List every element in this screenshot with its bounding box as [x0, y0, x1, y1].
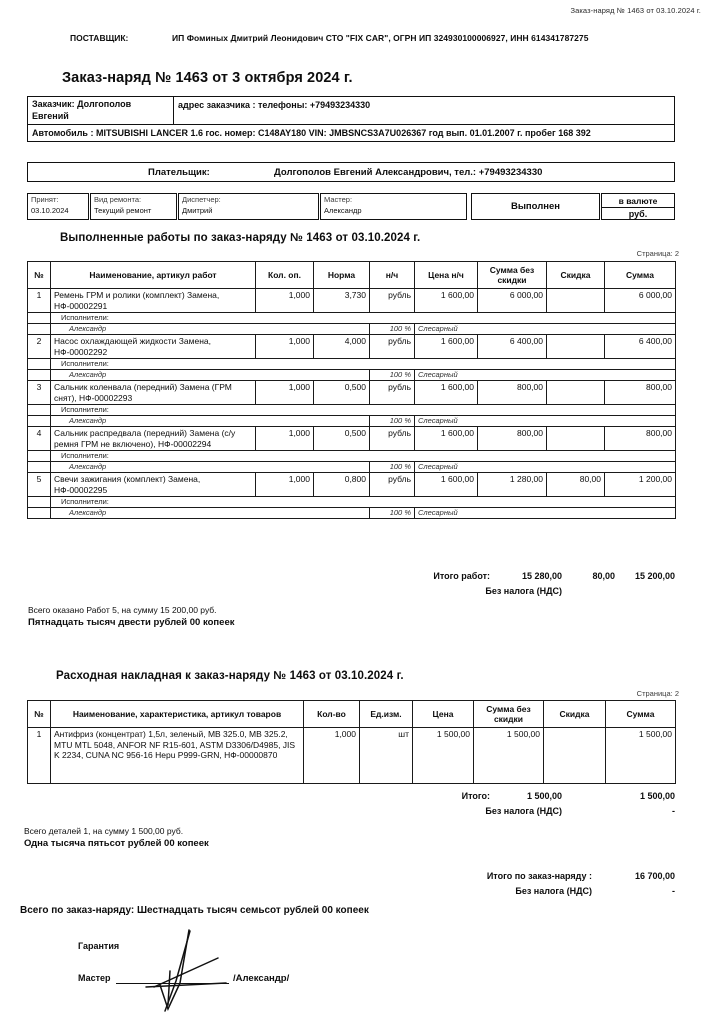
works-col-unit: н/ч [370, 262, 415, 289]
works-cell-price: 1 600,00 [415, 427, 478, 451]
works-cell-name: Свечи зажигания (комплект) Замена, НФ-00002295 [51, 473, 256, 497]
works-col-norm: Норма [314, 262, 370, 289]
status-strip [27, 193, 675, 220]
currency-label: в валюте [602, 194, 674, 208]
executor-row [28, 370, 676, 381]
table-row [28, 289, 676, 313]
works-cell-name: Насос охлаждающей жидкости Замена, НФ-00002292 [51, 335, 256, 359]
works-table-header-row [28, 262, 676, 289]
executor-row [28, 416, 676, 427]
executor-name: Александр [51, 508, 370, 519]
works-cell-sum: 800,00 [605, 381, 676, 405]
works-col-qty: Кол. оп. [256, 262, 314, 289]
accepted-label: Принят: [31, 195, 59, 204]
goods-cell-name: Антифриз (концентрат) 1,5л, зеленый, MB 325.0, MB 325.2, MTU MTL 5048, ANFOR NF R15-601, ASTM D3306/D4985, JIS K 2234, CUNA NC 956-16 Hepu P999-GRN, НФ-00000870 [51, 728, 304, 784]
goods-cell-sum: 1 500,00 [606, 728, 676, 784]
executor-spacer [28, 462, 51, 473]
works-table [27, 261, 676, 519]
works-cell-discount [547, 427, 605, 451]
goods-cell-qty: 1,000 [304, 728, 360, 784]
works-cell-name: Сальник распредвала (передний) Замена (с/у ремня ГРМ не включено), НФ-00002294 [51, 427, 256, 451]
executor-name: Александр [51, 370, 370, 381]
executors-header-row [28, 451, 676, 462]
executors-spacer [28, 497, 51, 508]
works-cell-price: 1 600,00 [415, 289, 478, 313]
vehicle-info: Автомобиль : MITSUBISHI LANCER 1.6 гос. номер: C148AY180 VIN: JMBSNCS3A7U026367 год вып. 01.01.2007 г. пробег 168 392 [32, 128, 591, 138]
goods-cell-sum-nd: 1 500,00 [474, 728, 544, 784]
customer-name: Заказчик: Долгополов Евгений [28, 97, 174, 124]
works-cell-norm: 0,500 [314, 381, 370, 405]
master-signature-label: Мастер [78, 973, 111, 983]
works-cell-name: Ремень ГРМ и ролики (комплект) Замена, НФ-00002291 [51, 289, 256, 313]
goods-summary-line: Всего деталей 1, на сумму 1 500,00 руб. [24, 826, 184, 836]
works-cell-price: 1 600,00 [415, 473, 478, 497]
goods-total-label: Итого: [461, 791, 490, 801]
executor-type: Слесарный [415, 416, 676, 427]
works-cell-no: 2 [28, 335, 51, 359]
table-row [28, 381, 676, 405]
executor-type: Слесарный [415, 370, 676, 381]
executor-row [28, 508, 676, 519]
works-cell-qty: 1,000 [256, 289, 314, 313]
signature-block [0, 925, 709, 1025]
table-row [28, 427, 676, 451]
payer-info-box [27, 162, 675, 182]
executors-header-row [28, 497, 676, 508]
works-cell-norm: 0,800 [314, 473, 370, 497]
works-cell-discount [547, 289, 605, 313]
works-cell-qty: 1,000 [256, 335, 314, 359]
executor-percent: 100 % [370, 508, 415, 519]
works-page-mark: Страница: 2 [636, 249, 679, 258]
table-row [28, 473, 676, 497]
goods-cell-no: 1 [28, 728, 51, 784]
executor-name: Александр [51, 416, 370, 427]
dispatcher-label: Диспетчер: [182, 195, 221, 204]
works-col-sum-nd: Сумма без скидки [478, 262, 547, 289]
executor-spacer [28, 416, 51, 427]
works-col-no: № [28, 262, 51, 289]
executors-label: Исполнители: [51, 497, 676, 508]
works-cell-unit: рубль [370, 335, 415, 359]
executor-row [28, 462, 676, 473]
master-signature-name: /Александр/ [233, 973, 290, 984]
currency-value: руб. [628, 209, 648, 219]
payer-label: Плательщик: [148, 167, 210, 178]
dispatcher-value: Дмитрий [182, 205, 213, 215]
executor-spacer [28, 324, 51, 335]
executors-header-row [28, 405, 676, 416]
master-cell [320, 193, 467, 220]
goods-table-header-row [28, 701, 676, 728]
payer-value: Долгополов Евгений Александрович, тел.: +79493234330 [274, 167, 543, 178]
works-cell-sum: 1 200,00 [605, 473, 676, 497]
works-cell-sum: 6 000,00 [605, 289, 676, 313]
vehicle-row [28, 125, 674, 141]
works-cell-price: 1 600,00 [415, 335, 478, 359]
repair-type-cell [90, 193, 177, 220]
executor-percent: 100 % [370, 324, 415, 335]
goods-tax-value: - [672, 806, 675, 816]
executors-label: Исполнители: [51, 451, 676, 462]
works-cell-no: 1 [28, 289, 51, 313]
works-cell-sum: 6 400,00 [605, 335, 676, 359]
executor-type: Слесарный [415, 508, 676, 519]
goods-col-name: Наименование, характеристика, артикул товаров [51, 701, 304, 728]
executors-spacer [28, 313, 51, 324]
works-cell-unit: рубль [370, 473, 415, 497]
executors-label: Исполнители: [51, 359, 676, 370]
goods-total-sum: 1 500,00 [639, 791, 675, 801]
works-cell-sum-nd: 800,00 [478, 381, 547, 405]
goods-total-no-discount: 1 500,00 [526, 791, 562, 801]
works-cell-unit: рубль [370, 427, 415, 451]
works-total-label: Итого работ: [433, 571, 490, 581]
customer-info-box [27, 96, 675, 142]
works-cell-discount [547, 335, 605, 359]
repair-type-label: Вид ремонта: [94, 195, 142, 204]
executor-type: Слесарный [415, 462, 676, 473]
works-cell-no: 3 [28, 381, 51, 405]
works-cell-unit: рубль [370, 381, 415, 405]
works-total-no-discount: 15 280,00 [521, 571, 562, 581]
table-row [28, 335, 676, 359]
works-cell-price: 1 600,00 [415, 381, 478, 405]
executors-spacer [28, 405, 51, 416]
executors-header-row [28, 313, 676, 324]
works-cell-name: Сальник коленвала (передний) Замена (ГРМ снят), НФ-00002293 [51, 381, 256, 405]
works-cell-discount [547, 381, 605, 405]
works-cell-sum: 800,00 [605, 427, 676, 451]
currency-cell [601, 193, 675, 220]
handwritten-signature-icon [110, 925, 270, 1025]
executor-spacer [28, 508, 51, 519]
executor-percent: 100 % [370, 416, 415, 427]
works-cell-sum-nd: 800,00 [478, 427, 547, 451]
accepted-cell [27, 193, 89, 220]
executor-spacer [28, 370, 51, 381]
works-cell-discount: 80,00 [547, 473, 605, 497]
executors-label: Исполнители: [51, 405, 676, 416]
document-header-line: Заказ-наряд № 1463 от 03.10.2024 г. [570, 6, 701, 15]
works-total-discount: 80,00 [592, 571, 615, 581]
executors-spacer [28, 451, 51, 462]
works-tax-note: Без налога (НДС) [485, 586, 562, 596]
goods-section-title: Расходная накладная к заказ-наряду № 1463 от 03.10.2024 г. [56, 670, 404, 682]
works-col-sum: Сумма [605, 262, 676, 289]
works-col-name: Наименование, артикул работ [51, 262, 256, 289]
master-label: Мастер: [324, 195, 353, 204]
grand-total-tax-note: Без налога (НДС) [515, 886, 592, 896]
goods-cell-price: 1 500,00 [413, 728, 474, 784]
works-total-sum: 15 200,00 [634, 571, 675, 581]
customer-row [28, 97, 674, 125]
goods-col-price: Цена [413, 701, 474, 728]
goods-page-mark: Страница: 2 [636, 689, 679, 698]
master-value: Александр [324, 205, 362, 215]
supplier-value: ИП Фоминых Дмитрий Леонидович СТО "FIX CAR", ОГРН ИП 324930100006927, ИНН 614341787275 [172, 33, 589, 43]
goods-col-sum-nd: Сумма без скидки [474, 701, 544, 728]
goods-cell-unit: шт [360, 728, 413, 784]
works-cell-qty: 1,000 [256, 473, 314, 497]
goods-summary-words: Одна тысяча пятьсот рублей 00 копеек [24, 838, 209, 849]
executors-label: Исполнители: [51, 313, 676, 324]
table-row [28, 728, 676, 784]
executor-percent: 100 % [370, 370, 415, 381]
works-col-price: Цена н/ч [415, 262, 478, 289]
dispatcher-cell [178, 193, 319, 220]
works-cell-norm: 0,500 [314, 427, 370, 451]
executor-name: Александр [51, 462, 370, 473]
works-cell-no: 4 [28, 427, 51, 451]
goods-cell-discount [544, 728, 606, 784]
works-cell-norm: 4,000 [314, 335, 370, 359]
executors-spacer [28, 359, 51, 370]
executor-name: Александр [51, 324, 370, 335]
works-cell-sum-nd: 6 400,00 [478, 335, 547, 359]
grand-total-label: Итого по заказ-наряду : [486, 871, 592, 881]
goods-table [27, 700, 676, 784]
goods-col-no: № [28, 701, 51, 728]
works-cell-no: 5 [28, 473, 51, 497]
works-cell-qty: 1,000 [256, 381, 314, 405]
accepted-value: 03.10.2024 [31, 205, 69, 215]
works-cell-norm: 3,730 [314, 289, 370, 313]
works-cell-qty: 1,000 [256, 427, 314, 451]
repair-type-value: Текущий ремонт [94, 205, 152, 215]
supplier-label: ПОСТАВЩИК: [70, 33, 129, 43]
grand-total-value: 16 700,00 [634, 871, 675, 881]
works-cell-sum-nd: 6 000,00 [478, 289, 547, 313]
goods-col-unit: Ед.изм. [360, 701, 413, 728]
executor-row [28, 324, 676, 335]
works-col-discount: Скидка [547, 262, 605, 289]
status-badge: Выполнен [471, 193, 600, 220]
customer-address: адрес заказчика : телефоны: +79493234330 [178, 100, 371, 110]
works-cell-sum-nd: 1 280,00 [478, 473, 547, 497]
warranty-label: Гарантия [78, 941, 120, 951]
works-section-title: Выполненные работы по заказ-наряду № 1463 от 03.10.2024 г. [60, 232, 421, 244]
goods-col-qty: Кол-во [304, 701, 360, 728]
goods-tax-note: Без налога (НДС) [485, 806, 562, 816]
executor-percent: 100 % [370, 462, 415, 473]
executors-header-row [28, 359, 676, 370]
goods-col-sum: Сумма [606, 701, 676, 728]
executor-type: Слесарный [415, 324, 676, 335]
goods-col-discount: Скидка [544, 701, 606, 728]
page-title: Заказ-наряд № 1463 от 3 октября 2024 г. [62, 70, 353, 86]
works-cell-unit: рубль [370, 289, 415, 313]
grand-total-tax-value: - [672, 886, 675, 896]
grand-total-words: Всего по заказ-наряду: Шестнадцать тысяч семьсот рублей 00 копеек [20, 905, 369, 916]
works-summary-words: Пятнадцать тысяч двести рублей 00 копеек [28, 617, 235, 628]
works-summary-line: Всего оказано Работ 5, на сумму 15 200,00 руб. [28, 605, 217, 615]
